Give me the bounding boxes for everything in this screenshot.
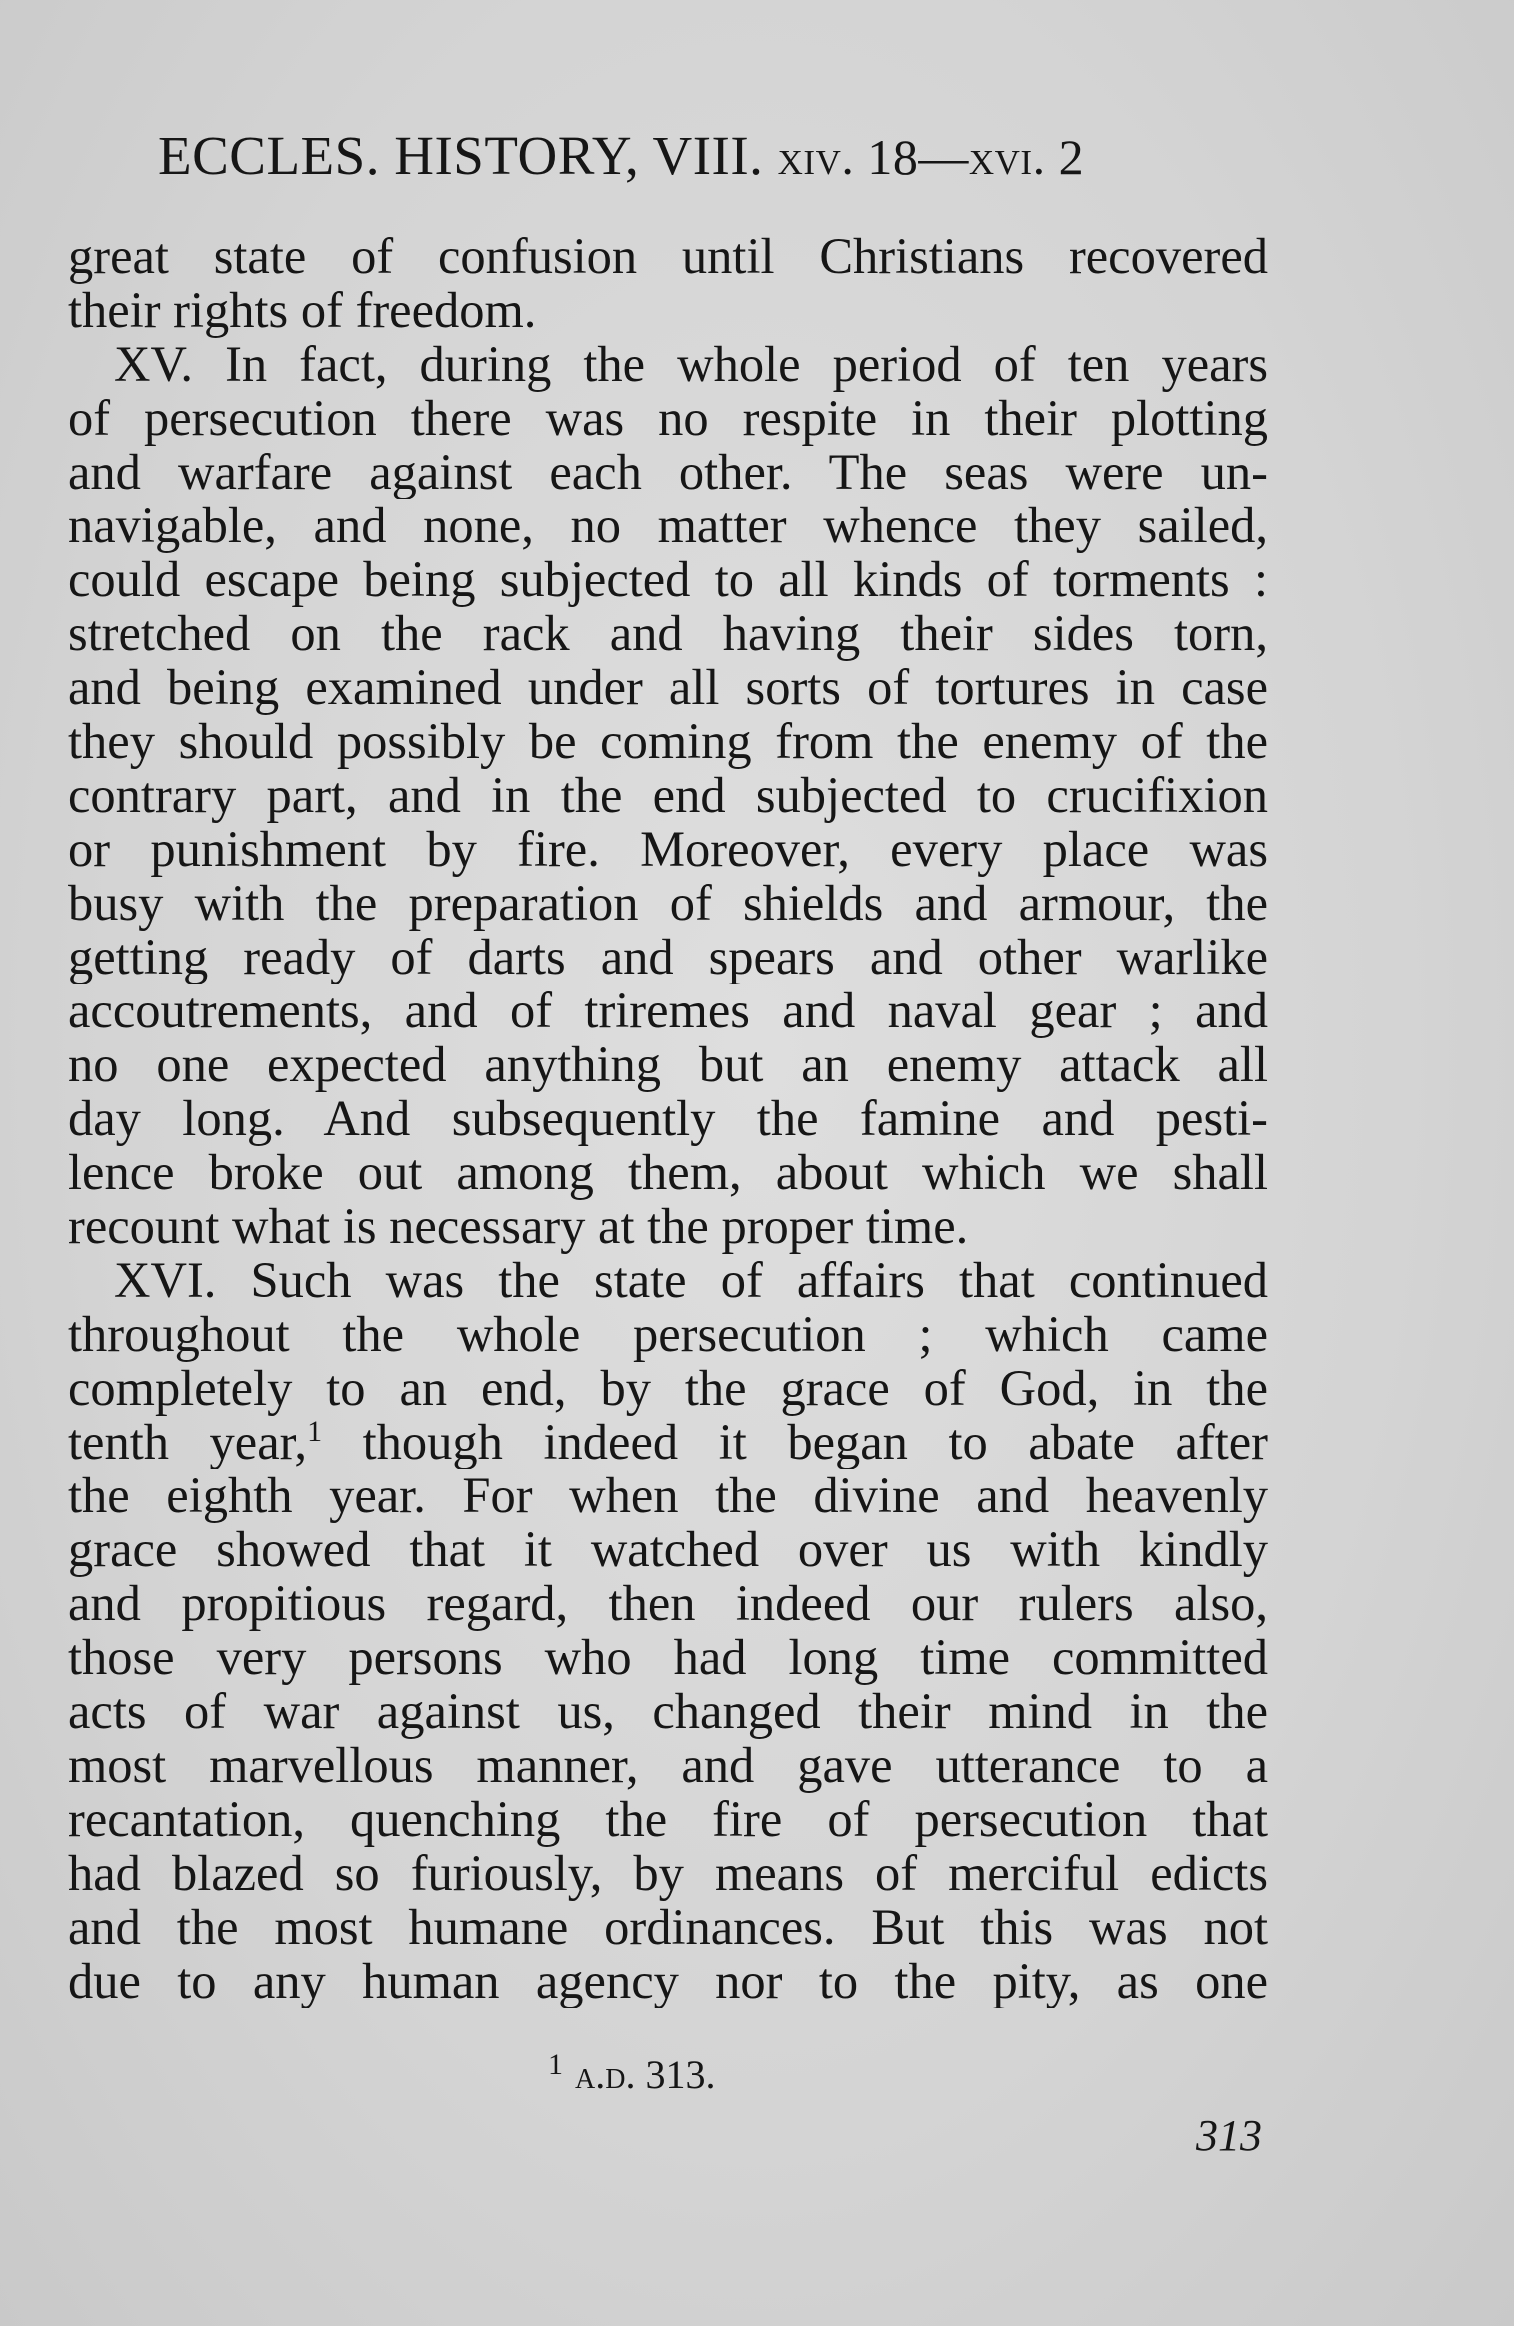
- text-line: contrary part, and in the end subjected to crucifixion: [68, 768, 1268, 823]
- text-line: their rights of freedom.: [68, 283, 537, 338]
- footnote: [548, 2048, 715, 2098]
- running-header: [158, 124, 1084, 187]
- text-line: or punishment by fire. Moreover, every place was: [68, 822, 1268, 877]
- footnote-text: a.d. 313.: [575, 2052, 716, 2097]
- text-line: navigable, and none, no matter whence they sailed,: [68, 499, 1268, 554]
- header-reference: xiv. 18—xvi. 2: [777, 129, 1085, 185]
- text-line: had blazed so furiously, by means of merciful edicts: [68, 1846, 1268, 1901]
- footnote-mark: 1: [548, 2048, 563, 2081]
- text-line: the eighth year. For when the divine and heavenly: [68, 1469, 1268, 1524]
- text-line: great state of confusion until Christians recovered: [68, 230, 1268, 284]
- text-fragment: tenth year,: [68, 1415, 308, 1470]
- text-line: of persecution there was no respite in their plotting: [68, 391, 1268, 446]
- text-line: most marvellous manner, and gave utterance to a: [68, 1738, 1268, 1793]
- text-line: accoutrements, and of triremes and naval gear ; and: [68, 984, 1268, 1039]
- text-line: acts of war against us, changed their mind in the: [68, 1685, 1268, 1739]
- text-line: recount what is necessary at the proper time.: [68, 1200, 969, 1254]
- text-line: getting ready of darts and spears and other warlike: [68, 930, 1268, 985]
- text-line: completely to an end, by the grace of God, in the: [68, 1361, 1268, 1416]
- text-line: XV. In fact, during the whole period of ten years: [114, 337, 1268, 392]
- text-line: and warfare against each other. The seas were un-: [68, 445, 1268, 500]
- text-line: busy with the preparation of shields and armour, the: [68, 876, 1268, 931]
- text-line: and being examined under all sorts of tortures in case: [68, 661, 1268, 716]
- text-line: stretched on the rack and having their sides torn,: [68, 607, 1268, 662]
- text-line: day long. And subsequently the famine and pesti-: [68, 1092, 1268, 1147]
- page-number: 313: [1196, 2111, 1262, 2160]
- text-line: they should possibly be coming from the enemy of the: [68, 715, 1268, 769]
- text-line: no one expected anything but an enemy attack all: [68, 1038, 1268, 1093]
- text-line: grace showed that it watched over us with kindly: [68, 1523, 1268, 1578]
- text-fragment: though indeed it began to abate after: [322, 1415, 1268, 1470]
- text-line: lence broke out among them, about which we shall: [68, 1146, 1268, 1201]
- text-line: and the most humane ordinances. But this was not: [68, 1900, 1268, 1955]
- text-line: due to any human agency nor to the pity, as one: [68, 1954, 1268, 2009]
- footnote-reference: 1: [307, 1415, 323, 1448]
- text-line-with-footnote: [68, 1416, 1268, 1470]
- header-title: ECCLES. HISTORY, VIII.: [158, 125, 764, 186]
- text-line: recantation, quenching the fire of persecution that: [68, 1792, 1268, 1847]
- text-line: throughout the whole persecution ; which came: [68, 1307, 1268, 1362]
- text-line: XVI. Such was the state of affairs that continued: [114, 1253, 1268, 1308]
- text-line: those very persons who had long time committed: [68, 1631, 1268, 1686]
- text-line: and propitious regard, then indeed our rulers also,: [68, 1577, 1268, 1632]
- body-text: [68, 230, 1268, 2008]
- text-line: could escape being subjected to all kinds of torments :: [68, 553, 1268, 608]
